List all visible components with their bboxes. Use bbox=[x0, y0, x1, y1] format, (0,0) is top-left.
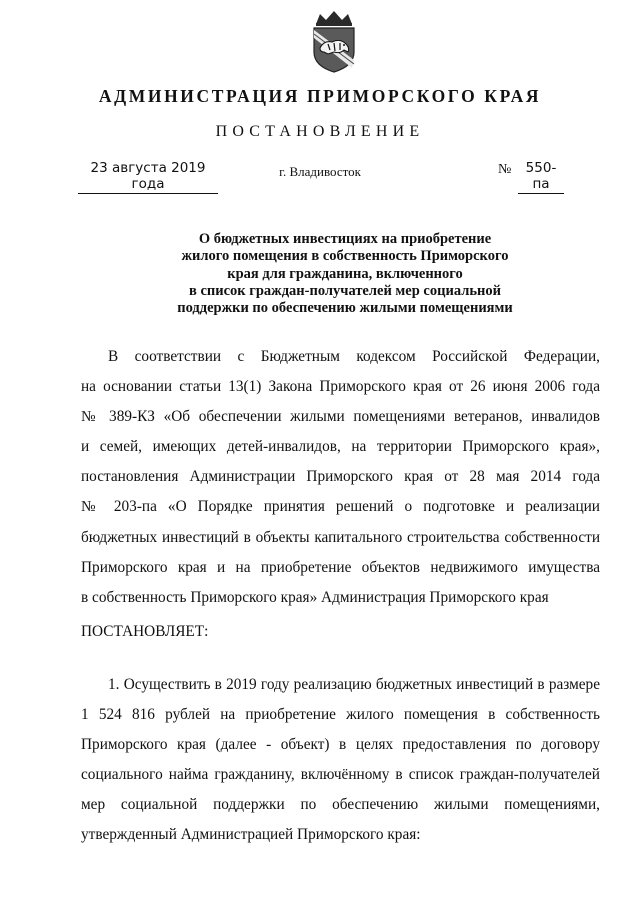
paragraph-line: 1 524 816 рублей на приобретение жилого помещения в собственность bbox=[81, 706, 600, 724]
subject-line: О бюджетных инвестициях на приобретение bbox=[198, 231, 492, 247]
coat-of-arms-icon bbox=[302, 8, 366, 74]
paragraph-line: на основании статьи 13(1) Закона Приморского края от 26 июня 2006 года bbox=[81, 378, 600, 396]
document-subject bbox=[100, 231, 590, 317]
paragraph-line: Приморского края (далее - объект) в целях предоставления по договору bbox=[81, 736, 600, 754]
paragraph-line: Приморского края и на приобретение объектов недвижимого имущества bbox=[81, 558, 600, 576]
paragraph-line: В соответствии с Бюджетным кодексом Российской Федерации, bbox=[108, 348, 600, 365]
paragraph-line: мер социальной поддержки по обеспечению жилыми помещениями, bbox=[81, 796, 600, 814]
paragraph-line: бюджетных инвестиций в объекты капитального строительства собственности bbox=[81, 528, 600, 546]
subject-line: поддержки по обеспечению жилыми помещениями bbox=[177, 300, 513, 317]
paragraph-line: социального найма гражданину, включённому в список граждан-получателей bbox=[81, 766, 600, 784]
paragraph-line: № 203-па «О Порядке принятия решений о подготовке и реализации bbox=[81, 498, 600, 516]
clause-1-paragraph bbox=[81, 670, 600, 851]
organization-title: АДМИНИСТРАЦИЯ ПРИМОРСКОГО КРАЯ bbox=[98, 86, 542, 106]
document-city: г. Владивосток bbox=[279, 164, 361, 179]
subject-line: жилого помещения в собственность Приморского bbox=[181, 248, 509, 265]
paragraph-line: 1. Осуществить в 2019 году реализацию бюджетных инвестиций в размере bbox=[108, 676, 600, 693]
document-number: 550-па bbox=[518, 160, 564, 194]
preamble-paragraph bbox=[81, 342, 600, 613]
subject-line: в список граждан-получателей мер социальной bbox=[189, 282, 501, 299]
paragraph-line: в собственность Приморского края» Администрация Приморского края bbox=[81, 588, 549, 606]
paragraph-line: постановления Администрации Приморского края от 28 мая 2014 года bbox=[81, 468, 600, 486]
document-date: 23 августа 2019 года bbox=[78, 160, 218, 194]
document-type: ПОСТАНОВЛЕНИЕ bbox=[215, 123, 425, 140]
document-number-label: № bbox=[498, 162, 512, 177]
subject-line: края для гражданина, включенного bbox=[227, 265, 463, 282]
paragraph-line: утвержденный Администрацией Приморского края: bbox=[81, 826, 421, 844]
paragraph-line: № 389-КЗ «Об обеспечении жилыми помещениями ветеранов, инвалидов bbox=[81, 408, 600, 426]
resolution-heading: ПОСТАНОВЛЯЕТ: bbox=[81, 623, 209, 640]
paragraph-line: и семей, имеющих детей-инвалидов, на территории Приморского края», bbox=[81, 438, 600, 456]
